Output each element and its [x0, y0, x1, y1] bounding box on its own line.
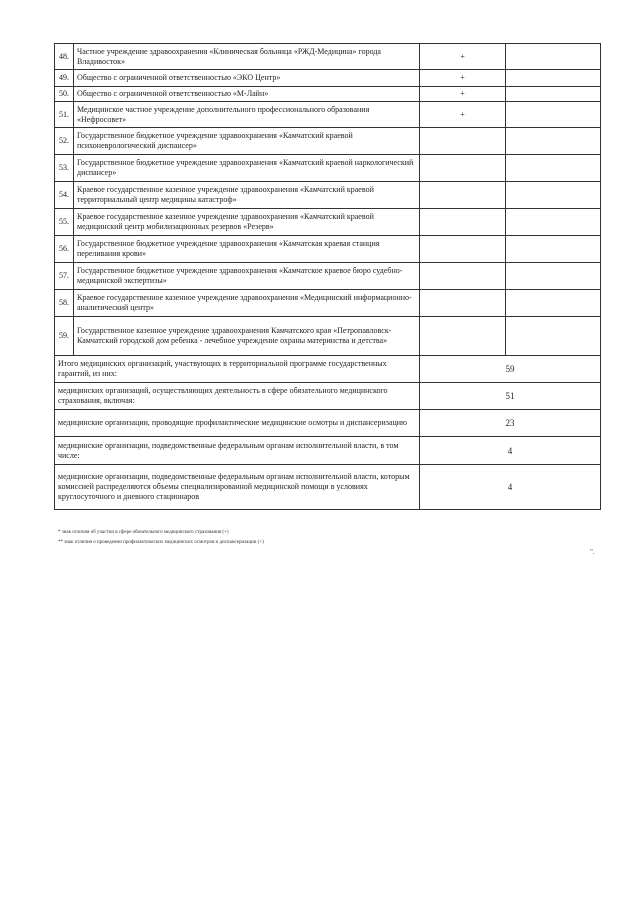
table-row: [55, 128, 601, 155]
total-row: [55, 465, 601, 510]
total-value: 51: [420, 383, 601, 410]
organizations-table-body: [55, 44, 601, 510]
row-number: 56.: [55, 236, 74, 263]
organization-name: Государственное бюджетное учреждение здравоохранения «Камчатский краевой психоневрологический диспансер»: [74, 128, 420, 155]
table-row: [55, 44, 601, 70]
table-row: [55, 209, 601, 236]
table-row: [55, 87, 601, 102]
organization-name: Медицинское частное учреждение дополнительного профессионального образования «Нефросовет»: [74, 102, 420, 128]
total-value: 23: [420, 410, 601, 437]
organization-name: Общество с ограниченной ответственностью «М-Лайн»: [74, 87, 420, 102]
row-number: 50.: [55, 87, 74, 102]
page-mark: ".: [590, 548, 595, 556]
organization-name: Государственное бюджетное учреждение здравоохранения «Камчатский краевой наркологический диспансер»: [74, 155, 420, 182]
oms-mark: [420, 263, 506, 290]
total-row: [55, 437, 601, 465]
row-number: 53.: [55, 155, 74, 182]
oms-mark: [420, 317, 506, 356]
oms-mark: [420, 209, 506, 236]
oms-mark: [420, 182, 506, 209]
total-row: [55, 410, 601, 437]
table-row: [55, 236, 601, 263]
row-number: 52.: [55, 128, 74, 155]
total-label: медицинские организации, подведомственные федеральным органам исполнительной власти, в том числе:: [55, 437, 420, 465]
total-label: медицинские организации, проводящие профилактические медицинские осмотры и диспансеризацию: [55, 410, 420, 437]
total-label: медицинские организации, подведомственные федеральным органам исполнительной власти, которым комиссией распределяются объемы специализированной медицинской помощи в условиях круглосуточного и дневного стационаров: [55, 465, 420, 510]
organization-name: Краевое государственное казенное учреждение здравоохранения «Камчатский краевой медицинский центр мобилизационных резервов «Резерв»: [74, 209, 420, 236]
total-row: [55, 356, 601, 383]
organization-name: Краевое государственное казенное учреждение здравоохранения «Медицинский информационно-аналитический центр»: [74, 290, 420, 317]
table-row: [55, 70, 601, 87]
table-row: [55, 182, 601, 209]
organizations-table: [54, 43, 601, 510]
prof-mark: [506, 87, 601, 102]
row-number: 54.: [55, 182, 74, 209]
total-value: 4: [420, 465, 601, 510]
oms-mark: [420, 236, 506, 263]
table-row: [55, 102, 601, 128]
table-row: [55, 263, 601, 290]
organization-name: Краевое государственное казенное учреждение здравоохранения «Камчатский краевой территориальный центр медицины катастроф»: [74, 182, 420, 209]
document-page: [54, 43, 600, 510]
prof-mark: [506, 70, 601, 87]
row-number: 51.: [55, 102, 74, 128]
prof-mark: [506, 317, 601, 356]
prof-mark: [506, 263, 601, 290]
prof-mark: [506, 209, 601, 236]
row-number: 58.: [55, 290, 74, 317]
oms-mark: [420, 155, 506, 182]
organization-name: Государственное бюджетное учреждение здравоохранения «Камчатское краевое бюро судебно-медицинской экспертизы»: [74, 263, 420, 290]
prof-mark: [506, 290, 601, 317]
oms-mark: +: [420, 102, 506, 128]
total-value: 4: [420, 437, 601, 465]
row-number: 55.: [55, 209, 74, 236]
row-number: 49.: [55, 70, 74, 87]
row-number: 48.: [55, 44, 74, 70]
organization-name: Общество с ограниченной ответственностью «ЭКО Центр»: [74, 70, 420, 87]
prof-mark: [506, 236, 601, 263]
organization-name: Государственное бюджетное учреждение здравоохранения «Камчатская краевая станция переливания крови»: [74, 236, 420, 263]
organization-name: Частное учреждение здравоохранения «Клиническая больница «РЖД-Медицина» города Владивосток»: [74, 44, 420, 70]
table-row: [55, 290, 601, 317]
table-row: [55, 155, 601, 182]
prof-mark: [506, 102, 601, 128]
total-value: 59: [420, 356, 601, 383]
organization-name: Государственное казенное учреждение здравоохранения Камчатского края «Петропавловск-Камчатский городской дом ребенка - лечебное учреждение охраны материнства и детства»: [74, 317, 420, 356]
prof-mark: [506, 182, 601, 209]
oms-mark: [420, 290, 506, 317]
footnote-prof: ** знак отличия о проведении профилактических медицинских осмотров и диспансеризации (+): [58, 540, 264, 545]
row-number: 57.: [55, 263, 74, 290]
prof-mark: [506, 155, 601, 182]
footnotes: [58, 528, 264, 548]
oms-mark: +: [420, 70, 506, 87]
prof-mark: [506, 128, 601, 155]
table-row: [55, 317, 601, 356]
oms-mark: [420, 128, 506, 155]
total-label: медицинских организаций, осуществляющих деятельность в сфере обязательного медицинского страхования, включая:: [55, 383, 420, 410]
total-row: [55, 383, 601, 410]
oms-mark: +: [420, 44, 506, 70]
oms-mark: +: [420, 87, 506, 102]
row-number: 59.: [55, 317, 74, 356]
total-label: Итого медицинских организаций, участвующих в территориальной программе государственных гарантий, из них:: [55, 356, 420, 383]
footnote-oms: * знак отличия об участии в сфере обязательного медицинского страхования (+): [58, 530, 229, 535]
prof-mark: [506, 44, 601, 70]
